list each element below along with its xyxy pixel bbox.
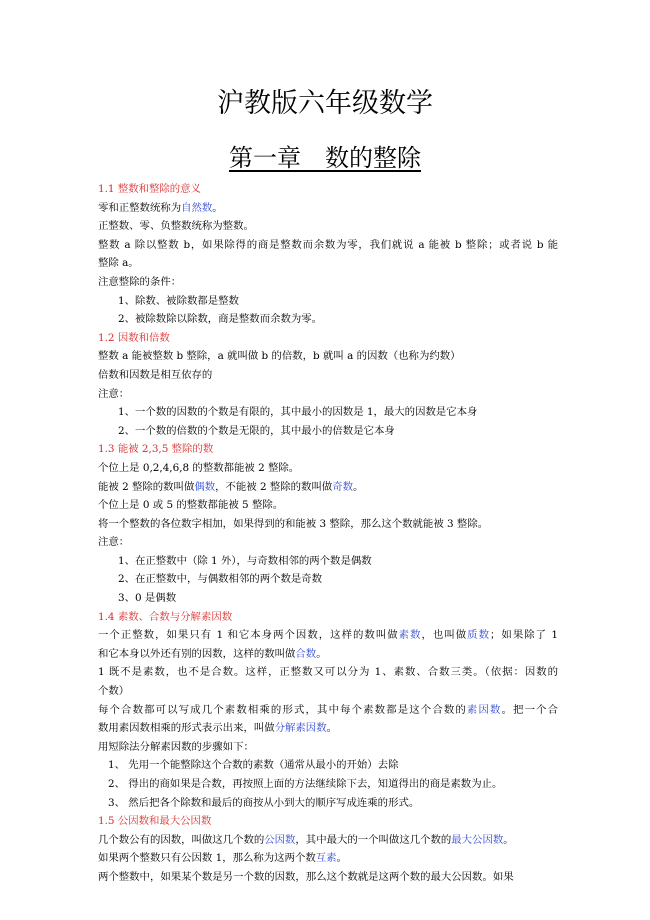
text-run: 1.2 因数和倍数 bbox=[98, 331, 170, 344]
text-run: 2、 得出的商如果是合数，再按照上面的方法继续除下去，知道得出的商是素数为止。 bbox=[108, 778, 503, 790]
list-item bbox=[98, 292, 558, 311]
paragraph-line bbox=[98, 701, 558, 720]
section-heading bbox=[98, 440, 558, 459]
highlighted-term: 互素 bbox=[315, 852, 337, 865]
text-run: 两个整数中，如果某个数是另一个数的因数，那么这个数就是这两个数的最大公因数。如果 bbox=[98, 870, 514, 883]
paragraph-line bbox=[98, 217, 558, 236]
text-run: 。 bbox=[212, 201, 223, 214]
text-run: 1.4 素数、合数与分解素因数 bbox=[98, 610, 233, 623]
section-heading bbox=[98, 608, 558, 627]
text-run: 注意： bbox=[98, 536, 130, 549]
text-run: 2、被除数除以除数，商是整数而余数为零。 bbox=[118, 313, 323, 326]
highlighted-term: 公因数 bbox=[264, 833, 296, 846]
paragraph-line bbox=[98, 719, 558, 738]
text-run: 。 bbox=[316, 647, 327, 660]
text-run: 注意整除的条件： bbox=[98, 275, 182, 288]
paragraph-line bbox=[98, 459, 558, 478]
paragraph-line bbox=[98, 385, 558, 404]
paragraph-line bbox=[98, 254, 558, 273]
list-item bbox=[98, 422, 558, 441]
text-run: 和它本身以外还有别的因数，这样的数叫做 bbox=[98, 647, 296, 660]
paragraph-line bbox=[98, 682, 558, 701]
text-run: 。 bbox=[326, 722, 337, 735]
highlighted-term: 合数 bbox=[295, 647, 317, 660]
text-run: 2、在正整数中，与偶数相邻的两个数是奇数 bbox=[118, 573, 323, 586]
text-run: 1、在正整数中（除 1 外），与奇数相邻的两个数是偶数 bbox=[118, 554, 372, 567]
text-run: 几个数公有的因数，叫做这几个数的 bbox=[98, 833, 265, 846]
text-run: 整数 a 能被整数 b 整除，a 就叫做 b 的倍数，b 就叫 a 的因数（也称为约数） bbox=[98, 350, 461, 363]
paragraph-line bbox=[98, 868, 558, 887]
list-item bbox=[98, 552, 558, 571]
paragraph-line bbox=[98, 496, 558, 515]
text-run: 整除 a。 bbox=[98, 257, 139, 270]
text-run: 个位上是 0,2,4,6,8 的整数都能被 2 整除。 bbox=[98, 461, 300, 474]
text-run: 零和正整数统称为 bbox=[98, 201, 182, 214]
text-run: 2、一个数的倍数的个数是无限的，其中最小的倍数是它本身 bbox=[118, 424, 395, 437]
list-item bbox=[98, 775, 558, 794]
paragraph-line bbox=[98, 849, 558, 868]
highlighted-term: 素数 bbox=[398, 629, 422, 642]
highlighted-term: 最大公因数 bbox=[451, 833, 504, 846]
text-run: 。 bbox=[503, 833, 514, 846]
text-run: 整数 a 除以整数 b，如果除得的商是整数而余数为零，我们就说 a 能被 b 整除；或者说 b 能 bbox=[98, 238, 558, 251]
paragraph-line bbox=[98, 663, 558, 682]
paragraph-line bbox=[98, 738, 558, 757]
highlighted-term: 奇数 bbox=[332, 480, 354, 493]
document-body bbox=[98, 180, 558, 887]
text-run: 。 bbox=[336, 852, 347, 865]
list-item bbox=[98, 570, 558, 589]
text-run: 1 既不是素数，也不是合数。这样，正整数又可以分为 1、素数、合数三类。（依据：因数的 bbox=[98, 666, 558, 679]
text-run: 。把一个合 bbox=[501, 703, 559, 716]
text-run: 3、 然后把各个除数和最后的商按从小到大的顺序写成连乘的形式。 bbox=[108, 796, 420, 809]
text-run: 个位上是 0 或 5 的整数都能被 5 整除。 bbox=[98, 499, 284, 512]
text-run: 个数） bbox=[98, 685, 130, 698]
text-run: 注意： bbox=[98, 387, 130, 400]
paragraph-line bbox=[98, 199, 558, 218]
text-run: 倍数和因数是相互依存的 bbox=[98, 368, 213, 381]
document-title: 沪教版六年级数学 bbox=[217, 88, 433, 119]
paragraph-line bbox=[98, 273, 558, 292]
list-item bbox=[98, 756, 558, 775]
highlighted-term: 素因数 bbox=[466, 703, 502, 716]
paragraph-line bbox=[98, 645, 558, 664]
text-run: 能被 2 整除的数叫做 bbox=[98, 480, 195, 493]
text-run: ，不能被 2 整除的数叫做 bbox=[215, 480, 333, 493]
paragraph-line bbox=[98, 236, 558, 255]
text-run: ；如果除了 1 bbox=[490, 629, 559, 642]
text-run: 1.5 公因数和最大公因数 bbox=[98, 815, 212, 828]
text-run: 。 bbox=[353, 480, 364, 493]
list-item bbox=[98, 403, 558, 422]
list-item bbox=[98, 310, 558, 329]
paragraph-line bbox=[98, 533, 558, 552]
text-run: 将一个整数的各位数字相加，如果得到的和能被 3 整除，那么这个数就能被 3 整除。 bbox=[98, 517, 489, 530]
text-run: ，也叫做 bbox=[421, 629, 468, 642]
section-heading bbox=[98, 180, 558, 199]
text-run: 3、0 是偶数 bbox=[118, 592, 177, 605]
text-run: ，其中最大的一个叫做这几个数的 bbox=[295, 833, 452, 846]
text-run: 数用素因数相乘的形式表示出来，叫做 bbox=[98, 722, 275, 735]
highlighted-term: 质数 bbox=[467, 629, 491, 642]
text-run: 一个正整数，如果只有 1 和它本身两个因数，这样的数叫做 bbox=[98, 629, 399, 642]
text-run: 1、 先用一个能整除这个合数的素数（通常从最小的开始）去除 bbox=[108, 759, 399, 772]
paragraph-line bbox=[98, 831, 558, 850]
highlighted-term: 偶数 bbox=[194, 480, 216, 493]
list-item bbox=[98, 794, 558, 813]
highlighted-term: 分解素因数 bbox=[274, 722, 327, 735]
paragraph-line bbox=[98, 366, 558, 385]
chapter-title bbox=[0, 142, 650, 174]
text-run: 1.3 能被 2,3,5 整除的数 bbox=[98, 443, 214, 456]
paragraph-line bbox=[98, 626, 558, 645]
text-run: 如果两个整数只有公因数 1，那么称为这两个数 bbox=[98, 852, 316, 865]
paragraph-line bbox=[98, 478, 558, 497]
text-run: 每个合数都可以写成几个素数相乘的形式，其中每个素数都是这个合数的 bbox=[98, 703, 467, 716]
text-run: 用短除法分解素因数的步骤如下： bbox=[98, 740, 254, 753]
text-run: 正整数、零、负整数统称为整数。 bbox=[98, 220, 254, 233]
section-heading bbox=[98, 812, 558, 831]
paragraph-line bbox=[98, 347, 558, 366]
section-heading bbox=[98, 329, 558, 348]
text-run: 1.1 整数和整除的意义 bbox=[98, 183, 201, 195]
text-run: 1、一个数的因数的个数是有限的，其中最小的因数是 1，最大的因数是它本身 bbox=[118, 406, 478, 419]
text-run: 1、除数、被除数都是整数 bbox=[118, 294, 239, 307]
highlighted-term: 自然数 bbox=[181, 201, 213, 214]
list-item bbox=[98, 589, 558, 608]
chapter-title-text: 第一章 数的整除 bbox=[229, 144, 421, 172]
paragraph-line bbox=[98, 515, 558, 534]
